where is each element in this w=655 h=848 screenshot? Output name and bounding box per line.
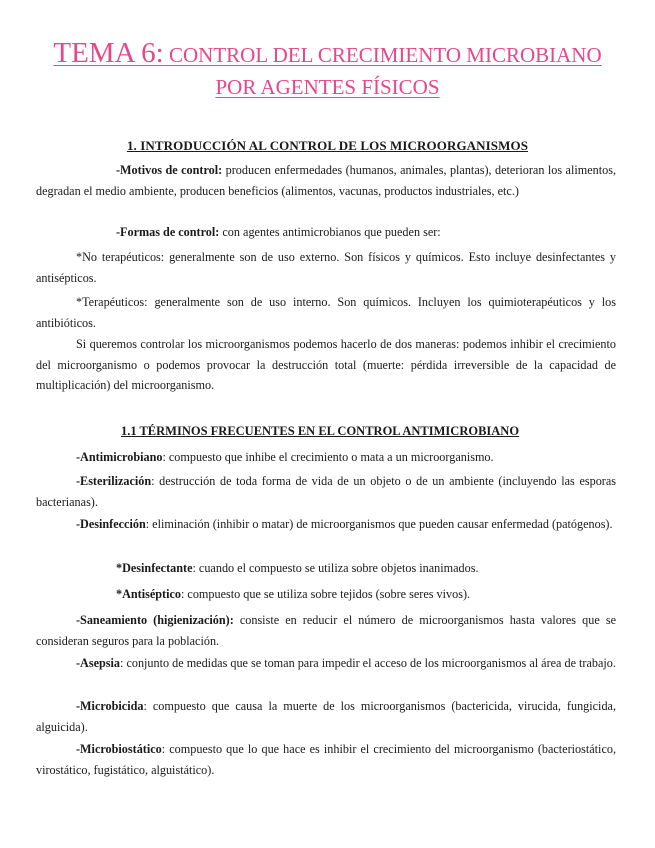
term-microbiostatico xyxy=(36,739,616,780)
paragraph-motivos xyxy=(36,160,616,201)
term-antiseptico xyxy=(36,584,616,605)
term-definition: : compuesto que causa la muerte de los microorganismos (bactericida, virucida, fungicida, alguicida). xyxy=(36,699,616,734)
motivos-text: producen enfermedades (humanos, animales, plantas), deterioran los alimentos, degradan el medio ambiente, producen beneficios (alimentos, vacunas, productos industriales, etc.) xyxy=(36,163,616,198)
formas-label: -Formas de control: xyxy=(116,225,220,239)
paragraph-terapeuticos: *Terapéuticos: generalmente son de uso interno. Son químicos. Incluyen los quimioterapéuticos y los antibióticos. xyxy=(36,295,616,330)
term-definition: : cuando el compuesto se utiliza sobre objetos inanimados. xyxy=(192,561,479,575)
term-label: *Antiséptico xyxy=(116,587,181,601)
term-definition: : compuesto que se utiliza sobre tejidos (sobre seres vivos). xyxy=(181,587,471,601)
term-label: -Microbiostático xyxy=(76,742,162,756)
term-label: -Saneamiento (higienización): xyxy=(76,613,234,627)
section-heading-introduccion: 1. INTRODUCCIÓN AL CONTROL DE LOS MICROORGANISMOS xyxy=(126,138,529,153)
motivos-label: -Motivos de control: xyxy=(116,163,223,177)
term-desinfectante xyxy=(36,558,616,579)
paragraph-no-terapeuticos: *No terapéuticos: generalmente son de uso externo. Son físicos y químicos. Esto incluye desinfectantes y antisépticos. xyxy=(36,250,616,285)
term-desinfeccion xyxy=(36,514,616,535)
term-label: -Asepsia xyxy=(76,656,121,670)
formas-text: con agentes antimicrobianos que pueden ser: xyxy=(219,225,441,239)
title-tema: TEMA 6: xyxy=(53,37,164,69)
term-definition: : conjunto de medidas que se toman para impedir el acceso de los microorganismos al área de trabajo. xyxy=(120,656,616,670)
term-label: -Esterilización xyxy=(76,474,152,488)
term-definition: : compuesto que lo que hace es inhibir el crecimiento del microorganismo (bacteriostático, virostático, fugistático, alguistático). xyxy=(36,742,616,777)
term-asepsia xyxy=(36,653,616,674)
term-label: -Desinfección xyxy=(76,517,146,531)
term-saneamiento xyxy=(36,610,616,651)
subsection-heading-terminos: 1.1 TÉRMINOS FRECUENTES EN EL CONTROL ANTIMICROBIANO xyxy=(120,424,520,438)
term-antimicrobiano xyxy=(36,447,616,468)
term-microbicida xyxy=(36,696,616,737)
paragraph-formas xyxy=(36,222,616,243)
term-label: *Desinfectante xyxy=(116,561,193,575)
term-definition: : destrucción de toda forma de vida de un objeto o de un ambiente (incluyendo las esporas bacterianas). xyxy=(36,474,616,509)
term-definition: : eliminación (inhibir o matar) de microorganismos que pueden causar enfermedad (patógenos). xyxy=(145,517,613,531)
title-text-line2: POR AGENTES FÍSICOS xyxy=(215,75,440,99)
term-label: -Antimicrobiano xyxy=(76,450,163,464)
paragraph-control-maneras: Si queremos controlar los microorganismos podemos hacerlo de dos maneras: podemos inhibir el crecimiento del microorganismo o podemos provocar la destrucción total (muerte: pérdida irreversible de la capacidad de multiplicación) del microorganismo. xyxy=(36,337,616,392)
title-text-line1: CONTROL DEL CRECIMIENTO MICROBIANO xyxy=(168,43,602,67)
term-esterilizacion xyxy=(36,471,616,512)
document-title-line1 xyxy=(30,38,625,70)
term-definition: consiste en reducir el número de microorganismos hasta valores que se consideran seguros para la población. xyxy=(36,613,616,648)
document-title-line2 xyxy=(30,72,625,102)
term-definition: : compuesto que inhibe el crecimiento o mata a un microorganismo. xyxy=(162,450,494,464)
term-label: -Microbicida xyxy=(76,699,144,713)
